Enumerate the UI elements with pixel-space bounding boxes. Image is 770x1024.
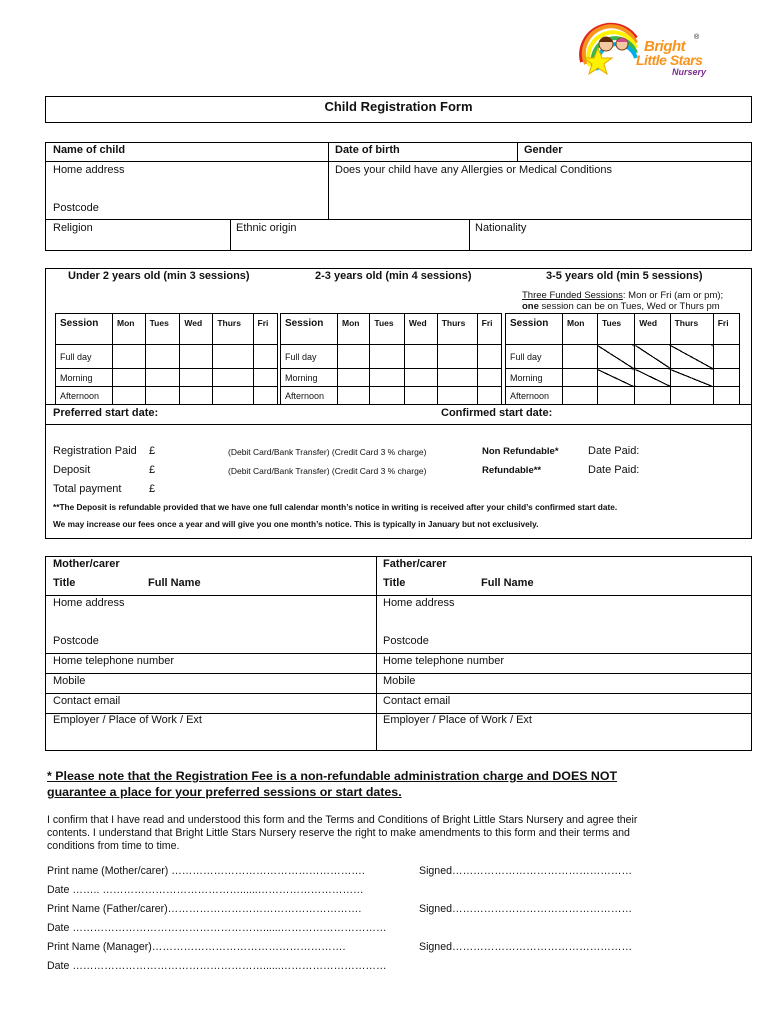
day-header-thurs: Thurs [213,314,253,345]
registration-date-paid: Date Paid: [588,445,640,457]
funded-sessions-one-rest: session can be on Tues, Wed or Thurs pm [538,301,720,312]
mother-mobile-label: Mobile [53,675,86,687]
logo-registered-mark: ® [694,34,700,41]
allergies-label: Does your child have any Allergies or Medical Conditions [335,164,612,176]
session-cell[interactable] [113,369,146,387]
logo-text-bright: Bright [644,38,686,55]
deposit-payment-methods: (Debit Card/Bank Transfer) (Credit Card 3 % charge) [228,466,427,476]
father-fullname-label: Full Name [481,577,534,589]
mother-fullname-label: Full Name [148,577,201,589]
signed-father[interactable]: Signed…………………………………………… [419,903,633,915]
date-manager[interactable]: Date ………………………………………………......………………………… [47,960,387,972]
session-cell[interactable] [404,345,437,369]
funded-sessions-note-2 [522,301,720,312]
session-cell[interactable] [477,387,501,405]
session-cell[interactable] [563,387,598,405]
child-name-label: Name of child [53,144,126,156]
session-grid-under-2 [55,313,278,405]
session-cell[interactable] [338,369,370,387]
session-cell[interactable] [213,369,253,387]
session-cell[interactable] [338,345,370,369]
total-payment-label: Total payment [53,483,122,495]
father-address-label: Home address [383,597,455,609]
session-cell[interactable] [404,369,437,387]
session-cell[interactable] [338,387,370,405]
session-cell[interactable] [180,387,213,405]
age-group-3-5: 3-5 years old (min 5 sessions) [546,270,703,282]
non-refundable-label: Non Refundable* [482,446,559,457]
mother-phone-label: Home telephone number [53,655,175,667]
session-grid-3-5 [505,313,740,405]
day-header-tues: Tues [145,314,180,345]
day-header-thurs: Thurs [670,314,713,345]
session-cell[interactable] [477,369,501,387]
child-postcode-label: Postcode [53,202,99,214]
child-dob-label: Date of birth [335,144,400,156]
row-label-afternoon: Afternoon [281,387,338,405]
print-name-father[interactable]: Print Name (Father/carer)………………………………………………. [47,903,362,915]
row-label-full-day: Full day [56,345,113,369]
session-cell[interactable] [145,345,180,369]
date-father[interactable]: Date ………………………………………………......………………………… [47,922,387,934]
fee-increase-note: We may increase our fees once a year and will give you one month’s notice. This is typically in January but not exclusively. [53,519,539,529]
mother-address-label: Home address [53,597,125,609]
session-col-header: Session [281,314,338,345]
session-cell[interactable] [713,369,739,387]
session-cell[interactable] [180,345,213,369]
session-col-header: Session [56,314,113,345]
session-cell[interactable] [563,369,598,387]
mother-postcode-label: Postcode [53,635,99,647]
session-cell-unavailable [635,369,670,387]
registration-fee-notice-1: * Please note that the Registration Fee is a non-refundable administration charge and DOES NOT [47,769,618,783]
deposit-label: Deposit [53,464,91,476]
logo-text-nursery: Nursery [672,67,707,77]
session-cell[interactable] [370,345,405,369]
deposit-date-paid: Date Paid: [588,464,640,476]
session-col-header: Session [506,314,563,345]
child-details-box [45,142,752,251]
session-cell-unavailable [597,369,634,387]
session-cell[interactable] [477,345,501,369]
row-label-full-day: Full day [506,345,563,369]
deposit-refund-note: **The Deposit is refundable provided that we have one full calendar month’s notice in writing is received after your child’s confirmed start date. [53,502,618,512]
row-label-morning: Morning [56,369,113,387]
day-header-fri: Fri [253,314,277,345]
father-title-label: Title [383,577,406,589]
funded-sessions-one: one [522,301,539,312]
father-postcode-label: Postcode [383,635,429,647]
session-cell[interactable] [370,387,405,405]
print-name-mother[interactable]: Print name (Mother/carer) ………………………………………………. [47,865,365,877]
row-label-afternoon: Afternoon [506,387,563,405]
session-cell[interactable] [635,387,670,405]
row-label-full-day: Full day [281,345,338,369]
mother-email-label: Contact email [53,695,121,707]
ethnic-origin-label: Ethnic origin [236,222,297,234]
father-mobile-label: Mobile [383,675,416,687]
father-email-label: Contact email [383,695,451,707]
session-cell[interactable] [437,369,477,387]
day-header-mon: Mon [113,314,146,345]
registration-payment-methods: (Debit Card/Bank Transfer) (Credit Card 3 % charge) [228,447,427,457]
session-cell[interactable] [437,345,477,369]
session-cell[interactable] [670,387,713,405]
session-cell[interactable] [597,387,634,405]
session-cell[interactable] [213,387,253,405]
session-cell[interactable] [253,345,277,369]
signed-mother[interactable]: Signed…………………………………………… [419,865,633,877]
child-gender-label: Gender [524,144,563,156]
row-label-morning: Morning [281,369,338,387]
age-group-2-3: 2-3 years old (min 4 sessions) [315,270,472,282]
session-cell[interactable] [180,369,213,387]
logo-text-little-stars: Little Stars [636,52,703,68]
session-cell[interactable] [145,369,180,387]
father-heading: Father/carer [383,558,447,570]
father-phone-label: Home telephone number [383,655,505,667]
day-header-wed: Wed [180,314,213,345]
row-label-morning: Morning [506,369,563,387]
registration-paid-label: Registration Paid [53,445,137,457]
registration-fee-notice-2: guarantee a place for your preferred sessions or start dates. [47,785,402,799]
session-cell[interactable] [253,369,277,387]
session-cell[interactable] [713,387,739,405]
preferred-start-label: Preferred start date: [53,407,159,419]
session-cell[interactable] [713,345,739,369]
father-employer-label: Employer / Place of Work / Ext [383,714,532,726]
session-cell[interactable] [563,345,598,369]
day-header-thurs: Thurs [437,314,477,345]
session-cell-unavailable [635,345,670,369]
day-header-fri: Fri [477,314,501,345]
session-cell-unavailable [670,369,713,387]
religion-label: Religion [53,222,93,234]
row-label-afternoon: Afternoon [56,387,113,405]
day-header-tues: Tues [370,314,405,345]
session-cell[interactable] [213,345,253,369]
total-currency: £ [149,483,156,495]
funded-sessions-rest: : Mon or Fri (am or pm); [622,290,724,301]
child-address-label: Home address [53,164,125,176]
session-cell[interactable] [370,369,405,387]
mother-title-label: Title [53,577,76,589]
date-mother[interactable]: Date …….. …………………………………......………………………… [47,884,364,896]
confirmation-line-2: contents. I understand that Bright Little Stars Nursery reserve the right to make amendments to this form and their terms and [47,827,630,839]
nursery-logo [574,18,714,80]
session-cell[interactable] [437,387,477,405]
nationality-label: Nationality [475,222,527,234]
day-header-tues: Tues [597,314,634,345]
funded-sessions-underlined: Three Funded Sessions [522,290,623,301]
refundable-label: Refundable** [482,465,542,476]
day-header-wed: Wed [635,314,670,345]
session-grid-2-3 [280,313,502,405]
session-cell[interactable] [145,387,180,405]
day-header-wed: Wed [404,314,437,345]
form-title: Child Registration Form [324,99,473,114]
deposit-currency: £ [149,464,156,476]
funded-sessions-note-1 [522,290,723,301]
print-name-manager[interactable]: Print Name (Manager)………………………………………………. [47,941,346,953]
session-cell[interactable] [113,387,146,405]
day-header-mon: Mon [563,314,598,345]
session-cell[interactable] [113,345,146,369]
session-cell[interactable] [253,387,277,405]
confirmation-line-1: I confirm that I have read and understood this form and the Terms and Conditions of Bright Little Stars Nursery and agree their [47,814,638,826]
confirmed-start-label: Confirmed start date: [441,407,553,419]
session-cell-unavailable [670,345,713,369]
day-header-fri: Fri [713,314,739,345]
day-header-mon: Mon [338,314,370,345]
registration-currency: £ [149,445,156,457]
session-cell-unavailable [597,345,634,369]
mother-heading: Mother/carer [53,558,120,570]
confirmation-line-3: conditions from time to time. [47,840,180,852]
signed-manager[interactable]: Signed…………………………………………… [419,941,633,953]
age-group-under-2: Under 2 years old (min 3 sessions) [68,270,250,282]
session-cell[interactable] [404,387,437,405]
mother-employer-label: Employer / Place of Work / Ext [53,714,202,726]
